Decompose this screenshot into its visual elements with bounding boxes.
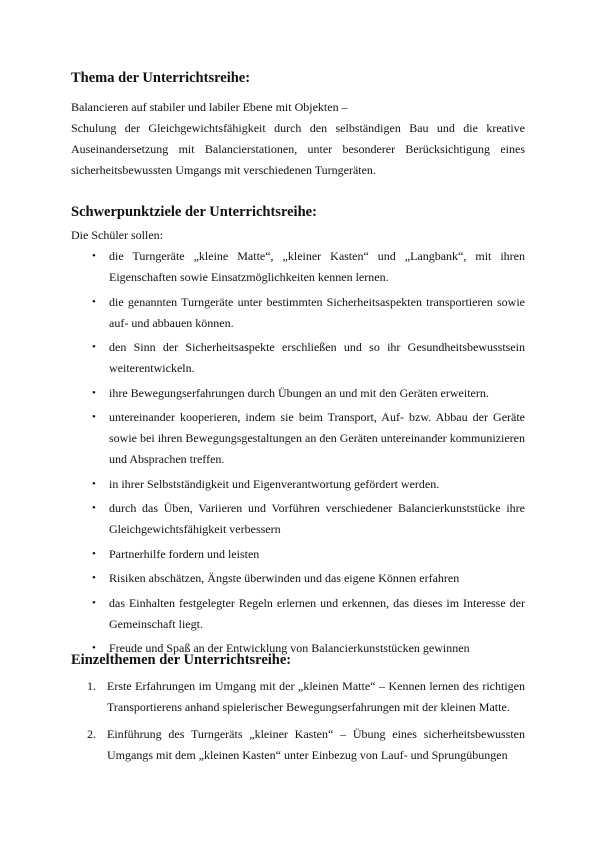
einzelthemen-heading: Einzelthemen der Unterrichtsreihe: — [71, 652, 292, 668]
bullet-icon: • — [92, 477, 96, 490]
list-item — [71, 383, 525, 404]
bullet-icon: • — [92, 250, 96, 262]
list-item-text: Freude und Spaß an der Entwicklung von Balancierkunststücken gewinnen — [109, 641, 470, 655]
list-item — [71, 474, 525, 495]
thema-line-1: Balancieren auf stabiler und labiler Ebene mit Objekten – — [71, 100, 348, 114]
bullet-icon: • — [92, 411, 96, 423]
list-item — [71, 544, 525, 565]
list-item-text: Erste Erfahrungen im Umgang mit der „kleinen Matte“ – Kennen lernen des richtigen Transportierens anhand spielerischer Bewegungserfahrungen mit der kleinen Matte. — [107, 679, 525, 714]
list-item — [71, 724, 525, 766]
list-item-text: das Einhalten festgelegter Regeln erlernen und erkennen, das dieses im Interesse der Gemeinschaft liegt. — [109, 595, 525, 631]
bullet-icon: • — [92, 547, 96, 560]
list-item-text: ihre Bewegungserfahrungen durch Übungen an und mit den Geräten erweitern. — [109, 385, 489, 400]
list-item-text: durch das Üben, Variieren und Vorführen verschiedener Balancierkunststücke ihre Gleichgewichtsfähigkeit verbessern — [109, 501, 525, 536]
thema-heading: Thema der Unterrichtsreihe: — [71, 70, 251, 86]
list-item-text: in ihrer Selbstständigkeit und Eigenverantwortung gefördert werden. — [109, 476, 440, 491]
list-item — [71, 407, 525, 470]
thema-line-2: Schulung der Gleichgewichtsfähigkeit durch den selbständigen Bau und die kreative Auseinandersetzung mit Balancierstationen, unter besonderer Berücksichtigung eines sicherheitsbewussten Umgangs mit verschiedenen Turngeräten. — [71, 121, 525, 177]
bullet-icon: • — [92, 295, 96, 308]
list-item-text: Risiken abschätzen, Ängste überwinden und das eigene Können erfahren — [109, 571, 460, 585]
bullet-icon: • — [92, 502, 96, 514]
list-item — [71, 292, 525, 334]
list-item — [71, 498, 525, 540]
item-number: 2. — [87, 727, 96, 741]
ziele-section — [71, 203, 525, 663]
list-item-text: die genannten Turngeräte unter bestimmten Sicherheitsaspekten transportieren sowie auf- und abbauen können. — [109, 294, 525, 330]
bullet-icon: • — [92, 386, 96, 399]
ziele-heading: Schwerpunktziele der Unterrichtsreihe: — [71, 204, 317, 220]
list-item-text: die Turngeräte „kleine Matte“, „kleiner Kasten“ und „Langbank“, mit ihren Eigenschaften sowie Einsatzmöglichkeiten kennen lernen. — [109, 249, 525, 284]
list-item — [71, 246, 525, 288]
list-item — [71, 337, 525, 379]
list-item — [71, 676, 525, 718]
ziele-list — [71, 246, 525, 659]
list-item-text: Partnerhilfe fordern und leisten — [109, 546, 260, 561]
item-number: 1. — [87, 679, 96, 693]
bullet-icon: • — [92, 596, 96, 609]
bullet-icon: • — [92, 341, 96, 353]
einzelthemen-list — [71, 676, 525, 766]
list-item-text: Einführung des Turngeräts „kleiner Kasten“ – Übung eines sicherheitsbewussten Umgangs mit dem „kleinen Kasten“ unter Einbezug von Lauf- und Sprungübungen — [107, 727, 525, 762]
ziele-intro: Die Schüler sollen: — [71, 228, 163, 242]
bullet-icon: • — [92, 572, 96, 584]
thema-section — [71, 69, 525, 181]
list-item-text: untereinander kooperieren, indem sie beim Transport, Auf- bzw. Abbau der Geräte sowie bei ihren Bewegungsgestaltungen an den Geräten untereinander kommunizieren und Absprachen treffen. — [109, 410, 525, 466]
list-item — [71, 568, 525, 589]
einzelthemen-section — [71, 651, 525, 772]
list-item-text: den Sinn der Sicherheitsaspekte erschließen und so ihr Gesundheitsbewusstsein weiterentwickeln. — [109, 340, 525, 375]
bullet-icon: • — [92, 642, 96, 654]
list-item — [71, 593, 525, 635]
